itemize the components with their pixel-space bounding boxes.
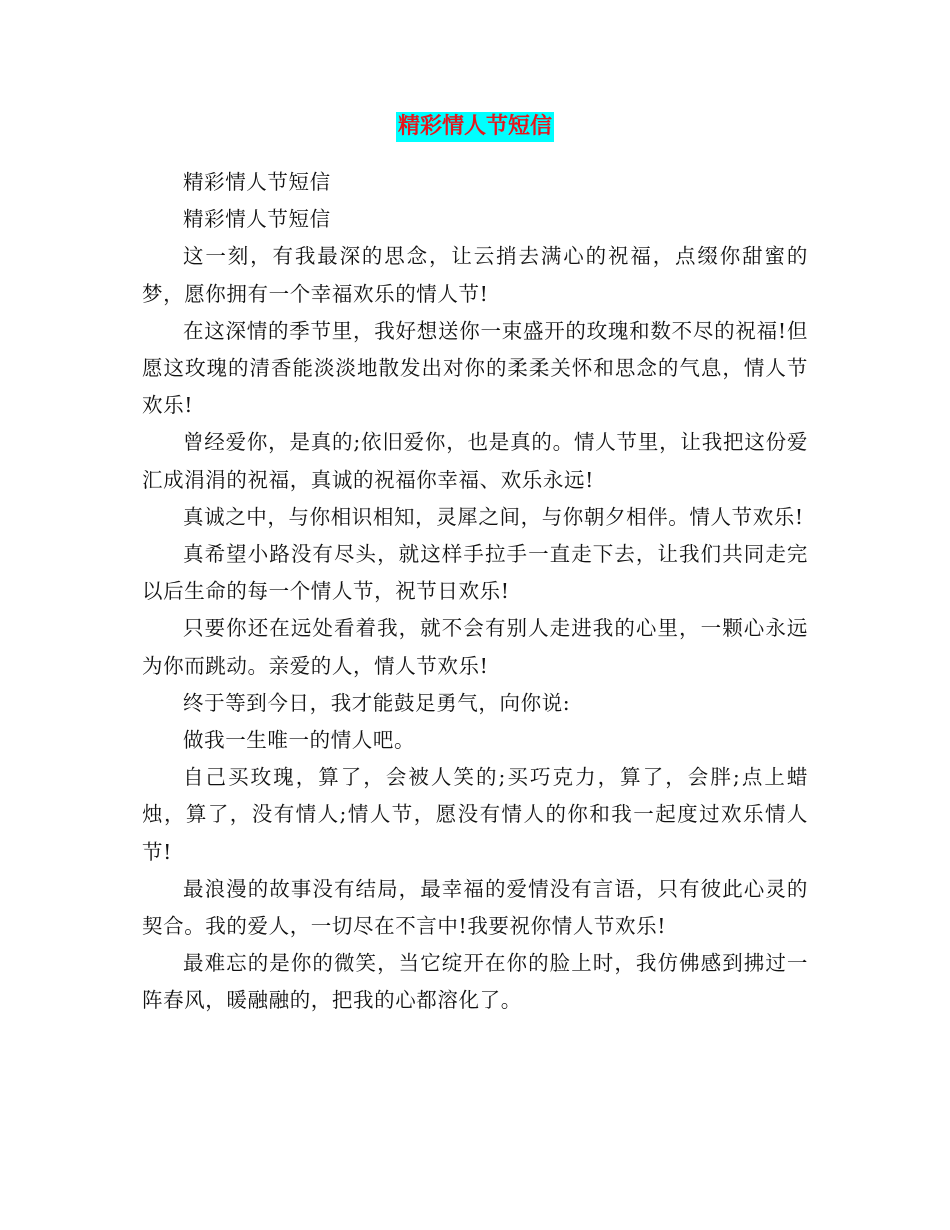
- paragraph: 最浪漫的故事没有结局，最幸福的爱情没有言语，只有彼此心灵的契合。我的爱人，一切尽在不言中!我要祝你情人节欢乐!: [142, 876, 808, 939]
- paragraph: 自己买玫瑰，算了，会被人笑的;买巧克力，算了，会胖;点上蜡烛，算了，没有情人;情人节，愿没有情人的你和我一起度过欢乐情人节!: [142, 765, 808, 864]
- paragraph: 精彩情人节短信: [183, 170, 331, 194]
- paragraph: 精彩情人节短信: [183, 207, 331, 232]
- paragraph: 最难忘的是你的微笑，当它绽开在你的脸上时，我仿佛感到拂过一阵春风，暖融融的，把我的心都溶化了。: [142, 951, 808, 1013]
- document-title: 精彩情人节短信: [396, 112, 554, 142]
- title-container: [0, 112, 950, 142]
- paragraph: 曾经爱你，是真的;依旧爱你，也是真的。情人节里，让我把这份爱汇成涓涓的祝福，真诚的祝福你幸福、欢乐永远!: [142, 430, 808, 492]
- paragraph: 真诚之中，与你相识相知，灵犀之间，与你朝夕相伴。情人节欢乐!: [183, 504, 804, 529]
- paragraph: 真希望小路没有尽头，就这样手拉手一直走下去，让我们共同走完以后生命的每一个情人节，祝节日欢乐!: [142, 542, 808, 604]
- document-body: [142, 164, 808, 1020]
- paragraph: 做我一生唯一的情人吧。: [183, 728, 416, 753]
- paragraph: 在这深情的季节里，我好想送你一束盛开的玫瑰和数不尽的祝福!但愿这玫瑰的清香能淡淡地散发出对你的柔柔关怀和思念的气息，情人节欢乐!: [142, 318, 808, 418]
- paragraph: 这一刻，有我最深的思念，让云捎去满心的祝福，点缀你甜蜜的梦，愿你拥有一个幸福欢乐的情人节!: [142, 244, 808, 306]
- paragraph: 只要你还在远处看着我，就不会有别人走进我的心里，一颗心永远为你而跳动。亲爱的人，情人节欢乐!: [142, 616, 808, 678]
- paragraph: 终于等到今日，我才能鼓足勇气，向你说:: [183, 690, 571, 715]
